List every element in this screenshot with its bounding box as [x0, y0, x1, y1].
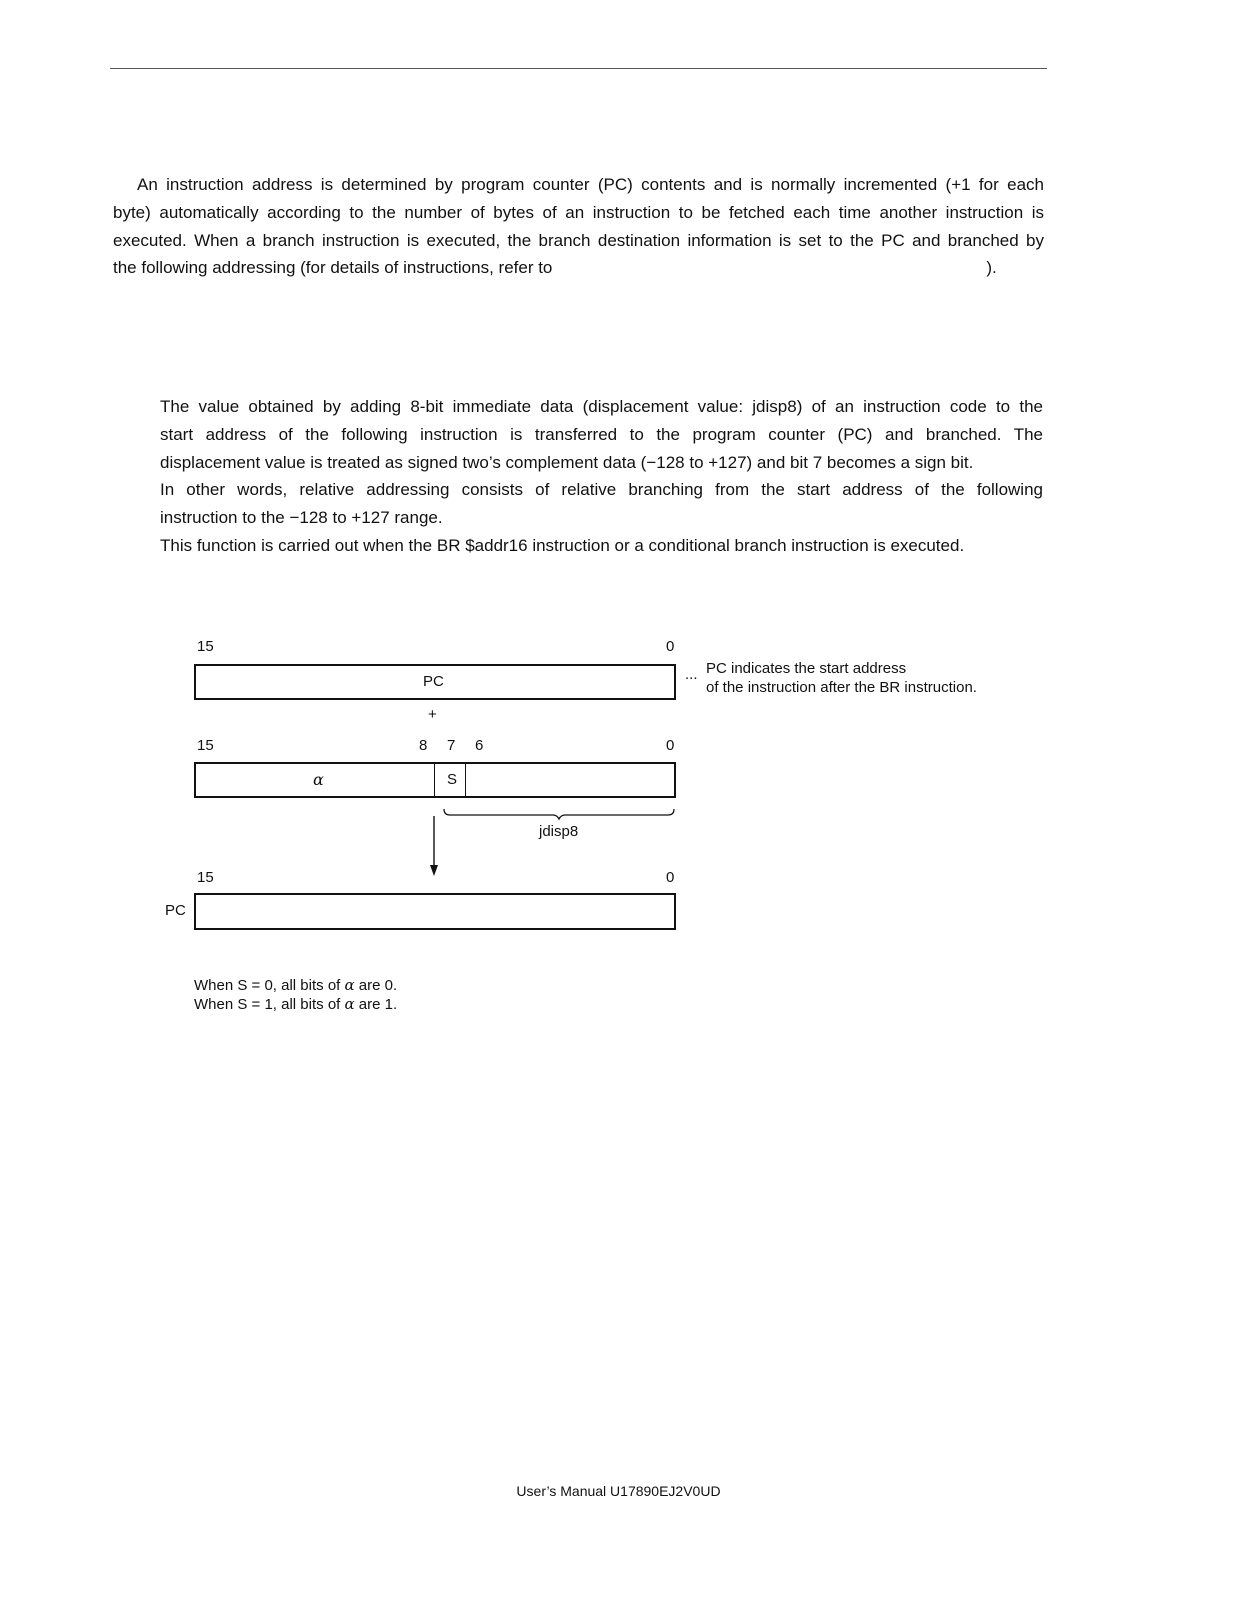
relative-line-4: In other words, relative addressing consists of relative branching from the start address of the following [160, 480, 1043, 500]
diagram-connectors [420, 806, 682, 878]
relative-line-5: instruction to the −128 to +127 range. [160, 508, 443, 528]
condition-s1-post: are 1. [354, 996, 398, 1013]
disp-bit-7-label: 7 [447, 737, 456, 754]
pc-bit-0-label: 0 [666, 638, 675, 655]
intro-line-4-end: ). [986, 258, 997, 278]
displacement-box [194, 762, 676, 798]
header-rule [110, 68, 1047, 69]
alpha-sign-divider [434, 763, 435, 797]
result-bit-0-label: 0 [666, 869, 675, 886]
condition-s0-alpha: α [344, 976, 355, 994]
sign-jdisp-divider [465, 763, 466, 797]
jdisp8-brace [444, 809, 674, 819]
intro-paragraph [113, 171, 1044, 282]
disp-bit-0-label: 0 [666, 737, 675, 754]
pc-note-line-2: of the instruction after the BR instruction. [706, 679, 977, 696]
result-pc-label: PC [165, 902, 186, 919]
intro-line-4 [113, 254, 1044, 282]
relative-line-6: This function is carried out when the BR $addr16 instruction or a conditional branch instruction is executed. [160, 535, 965, 555]
condition-s1-alpha: α [344, 995, 355, 1013]
disp-bit-6-label: 6 [475, 737, 484, 754]
condition-s0-pre: When S = 0, all bits of [194, 977, 345, 994]
pc-note-line-1: PC indicates the start address [706, 660, 907, 677]
condition-s1 [194, 995, 397, 1013]
condition-s0-post: are 0. [354, 977, 398, 994]
intro-line-1: An instruction address is determined by program counter (PC) contents and is normally incremented (+1 for each [137, 175, 1044, 194]
condition-s0 [194, 976, 397, 994]
pc-bit-15-label: 15 [197, 638, 214, 655]
intro-line-2: byte) automatically according to the number of bytes of an instruction to be fetched each time another instruction is [113, 202, 1044, 222]
intro-line-3: executed. When a branch instruction is executed, the branch destination information is set to the PC and branched by [113, 230, 1044, 250]
sign-bit-label: S [447, 771, 458, 788]
page-footer: User’s Manual U17890EJ2V0UD [516, 1483, 721, 1499]
result-bit-15-label: 15 [197, 869, 214, 886]
disp-bit-8-label: 8 [419, 737, 428, 754]
plus-sign: + [428, 706, 437, 723]
pc-register-label: PC [423, 673, 444, 690]
alpha-symbol: α [313, 770, 324, 789]
jdisp8-label: jdisp8 [539, 823, 579, 840]
relative-line-2: start address of the following instruction is transferred to the program counter (PC) and branched. The [160, 424, 1043, 444]
result-pc-box [194, 893, 676, 930]
relative-addressing-paragraph [160, 393, 1043, 560]
note-ellipsis: ... [685, 666, 698, 683]
relative-line-3: displacement value is treated as signed two’s complement data (−128 to +127) and bit 7 becomes a sign bit. [160, 452, 974, 472]
disp-bit-15-label: 15 [197, 737, 214, 754]
condition-s1-pre: When S = 1, all bits of [194, 996, 345, 1013]
intro-line-4-start: the following addressing (for details of instructions, refer to [113, 258, 553, 278]
down-arrow-head [430, 865, 438, 876]
relative-line-1: The value obtained by adding 8-bit immediate data (displacement value: jdisp8) of an instruction code to the [160, 397, 1043, 416]
